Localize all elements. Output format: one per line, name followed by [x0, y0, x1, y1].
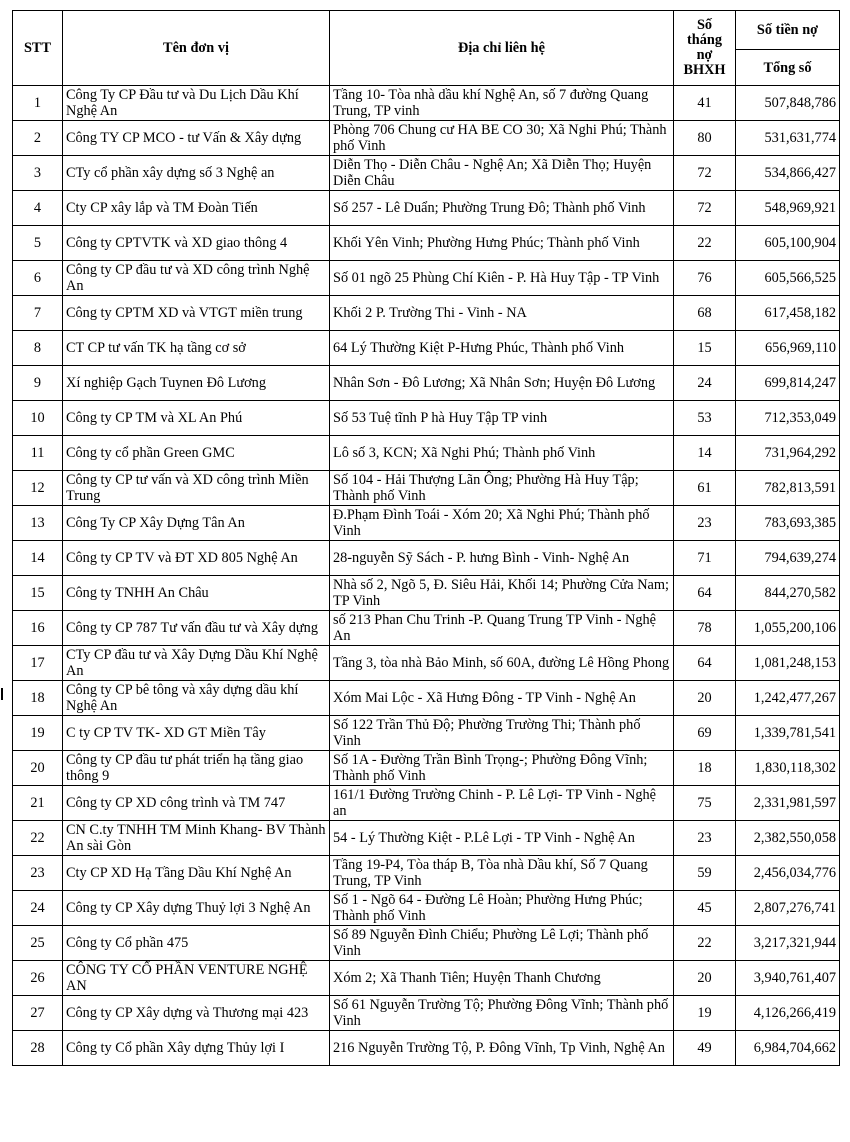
- cell-amount: 2,456,034,776: [736, 856, 840, 891]
- header-debt-total: Tổng số: [736, 50, 840, 86]
- cell-amount: 3,940,761,407: [736, 961, 840, 996]
- cell-name: Cty CP XD Hạ Tầng Dầu Khí Nghệ An: [63, 856, 330, 891]
- cell-name: Công ty CP XD công trình và TM 747: [63, 786, 330, 821]
- cell-name: CTy CP đầu tư và Xây Dựng Dầu Khí Nghệ An: [63, 646, 330, 681]
- cell-stt: 4: [13, 191, 63, 226]
- cell-months: 19: [674, 996, 736, 1031]
- cell-stt: 7: [13, 296, 63, 331]
- cell-months: 80: [674, 121, 736, 156]
- table-row: [13, 471, 840, 506]
- cell-address: Số 104 - Hải Thượng Lãn Ông; Phường Hà Huy Tập; Thành phố Vinh: [330, 471, 674, 506]
- cell-amount: 1,242,477,267: [736, 681, 840, 716]
- cell-name: Cty CP xây lắp và TM Đoàn Tiến: [63, 191, 330, 226]
- cell-months: 22: [674, 926, 736, 961]
- cell-stt: 13: [13, 506, 63, 541]
- table-row: [13, 261, 840, 296]
- cell-amount: 605,566,525: [736, 261, 840, 296]
- cell-address: Đ.Phạm Đình Toái - Xóm 20; Xã Nghi Phú; Thành phố Vinh: [330, 506, 674, 541]
- cell-address: Lô số 3, KCN; Xã Nghi Phú; Thành phố Vinh: [330, 436, 674, 471]
- cell-amount: 1,055,200,106: [736, 611, 840, 646]
- cell-stt: 1: [13, 86, 63, 121]
- cell-amount: 2,331,981,597: [736, 786, 840, 821]
- cell-name: CN C.ty TNHH TM Minh Khang- BV Thành An sài Gòn: [63, 821, 330, 856]
- cell-amount: 4,126,266,419: [736, 996, 840, 1031]
- cell-months: 49: [674, 1031, 736, 1066]
- cell-address: Diễn Thọ - Diễn Châu - Nghệ An; Xã Diễn Thọ; Huyện Diễn Châu: [330, 156, 674, 191]
- table-row: [13, 856, 840, 891]
- cell-name: Công ty CP Xây dựng Thuỷ lợi 3 Nghệ An: [63, 891, 330, 926]
- cell-stt: 20: [13, 751, 63, 786]
- cell-address: Xóm Mai Lộc - Xã Hưng Đông - TP Vinh - Nghệ An: [330, 681, 674, 716]
- table-row: [13, 541, 840, 576]
- cell-name: Công ty CP TM và XL An Phú: [63, 401, 330, 436]
- cell-address: số 213 Phan Chu Trinh -P. Quang Trung TP Vinh - Nghệ An: [330, 611, 674, 646]
- cell-name: Công ty CP Xây dựng và Thương mại 423: [63, 996, 330, 1031]
- table-row: [13, 331, 840, 366]
- cell-stt: 16: [13, 611, 63, 646]
- cell-amount: 656,969,110: [736, 331, 840, 366]
- cell-stt: 2: [13, 121, 63, 156]
- cell-address: 54 - Lý Thường Kiệt - P.Lê Lợi - TP Vinh - Nghệ An: [330, 821, 674, 856]
- cell-name: Công ty cổ phần Green GMC: [63, 436, 330, 471]
- table-row: [13, 436, 840, 471]
- cell-amount: 782,813,591: [736, 471, 840, 506]
- cell-stt: 15: [13, 576, 63, 611]
- table-body: [13, 86, 840, 1066]
- cell-address: Số 122 Trần Thủ Độ; Phường Trường Thi; Thành phố Vinh: [330, 716, 674, 751]
- cell-address: Số 1 - Ngõ 64 - Đường Lê Hoàn; Phường Hưng Phúc; Thành phố Vinh: [330, 891, 674, 926]
- cell-address: Tầng 19-P4, Tòa tháp B, Tòa nhà Dầu khí, Số 7 Quang Trung, TP Vinh: [330, 856, 674, 891]
- cell-amount: 3,217,321,944: [736, 926, 840, 961]
- cell-address: Xóm 2; Xã Thanh Tiên; Huyện Thanh Chương: [330, 961, 674, 996]
- cell-stt: 3: [13, 156, 63, 191]
- cell-months: 22: [674, 226, 736, 261]
- table-row: [13, 401, 840, 436]
- table-row: [13, 366, 840, 401]
- header-stt: STT: [13, 11, 63, 86]
- debt-table: [12, 10, 840, 1066]
- cell-name: Công ty CP tư vấn và XD công trình Miền Trung: [63, 471, 330, 506]
- table-row: [13, 996, 840, 1031]
- cell-amount: 531,631,774: [736, 121, 840, 156]
- cell-months: 41: [674, 86, 736, 121]
- cell-months: 64: [674, 576, 736, 611]
- cell-address: Số 01 ngõ 25 Phùng Chí Kiên - P. Hà Huy Tập - TP Vinh: [330, 261, 674, 296]
- cell-stt: 19: [13, 716, 63, 751]
- cell-amount: 6,984,704,662: [736, 1031, 840, 1066]
- header-address: Địa chỉ liên hệ: [330, 11, 674, 86]
- cell-amount: 699,814,247: [736, 366, 840, 401]
- cell-months: 72: [674, 191, 736, 226]
- cell-months: 76: [674, 261, 736, 296]
- cell-stt: 22: [13, 821, 63, 856]
- cell-name: Công ty CP đầu tư và XD công trình Nghệ An: [63, 261, 330, 296]
- cell-months: 15: [674, 331, 736, 366]
- cell-amount: 1,339,781,541: [736, 716, 840, 751]
- cell-amount: 844,270,582: [736, 576, 840, 611]
- cell-name: Công TY CP MCO - tư Vấn & Xây dựng: [63, 121, 330, 156]
- cell-stt: 14: [13, 541, 63, 576]
- cell-name: C ty CP TV TK- XD GT Miền Tây: [63, 716, 330, 751]
- cell-name: Công ty CP 787 Tư vấn đầu tư và Xây dựng: [63, 611, 330, 646]
- table-row: [13, 506, 840, 541]
- cell-months: 23: [674, 821, 736, 856]
- cell-months: 14: [674, 436, 736, 471]
- cell-address: 28-nguyễn Sỹ Sách - P. hưng Bình - Vinh- Nghệ An: [330, 541, 674, 576]
- cell-stt: 27: [13, 996, 63, 1031]
- cell-address: 216 Nguyễn Trường Tộ, P. Đông Vĩnh, Tp Vinh, Nghệ An: [330, 1031, 674, 1066]
- cell-months: 18: [674, 751, 736, 786]
- cell-name: CTy cổ phần xây dựng số 3 Nghệ an: [63, 156, 330, 191]
- cell-stt: 6: [13, 261, 63, 296]
- cell-stt: 23: [13, 856, 63, 891]
- cell-name: Xí nghiệp Gạch Tuynen Đô Lương: [63, 366, 330, 401]
- cell-name: CT CP tư vấn TK hạ tầng cơ sở: [63, 331, 330, 366]
- cell-months: 72: [674, 156, 736, 191]
- cell-amount: 731,964,292: [736, 436, 840, 471]
- cell-name: Công Ty CP Xây Dựng Tân An: [63, 506, 330, 541]
- cell-address: Số 89 Nguyễn Đình Chiểu; Phường Lê Lợi; Thành phố Vinh: [330, 926, 674, 961]
- cell-address: Nhà số 2, Ngõ 5, Đ. Siêu Hải, Khối 14; Phường Cửa Nam; TP Vinh: [330, 576, 674, 611]
- cell-amount: 2,807,276,741: [736, 891, 840, 926]
- cell-stt: 26: [13, 961, 63, 996]
- cell-name: Công ty TNHH An Châu: [63, 576, 330, 611]
- header-row-1: [13, 11, 840, 50]
- cell-name: Công ty CPTM XD và VTGT miền trung: [63, 296, 330, 331]
- cell-name: Công ty Cổ phần 475: [63, 926, 330, 961]
- cell-months: 71: [674, 541, 736, 576]
- cell-address: Số 1A - Đường Trần Bình Trọng-; Phường Đông Vĩnh; Thành phố Vinh: [330, 751, 674, 786]
- header-months-line: Số: [696, 17, 713, 33]
- cell-address: 161/1 Đường Trường Chinh - P. Lê Lợi- TP Vinh - Nghệ an: [330, 786, 674, 821]
- cell-stt: 28: [13, 1031, 63, 1066]
- header-months-line: nợ: [696, 47, 713, 63]
- cell-name: CÔNG TY CỔ PHẦN VENTURE NGHỆ AN: [63, 961, 330, 996]
- cell-name: Công ty CPTVTK và XD giao thông 4: [63, 226, 330, 261]
- cell-amount: 534,866,427: [736, 156, 840, 191]
- header-months: [674, 11, 736, 86]
- table-row: [13, 611, 840, 646]
- cell-months: 59: [674, 856, 736, 891]
- cell-months: 61: [674, 471, 736, 506]
- cell-amount: 605,100,904: [736, 226, 840, 261]
- cell-months: 64: [674, 646, 736, 681]
- table-row: [13, 156, 840, 191]
- cell-name: Công ty Cổ phần Xây dựng Thủy lợi I: [63, 1031, 330, 1066]
- cell-address: Tầng 3, tòa nhà Bảo Minh, số 60A, đường Lê Hồng Phong: [330, 646, 674, 681]
- cell-amount: 712,353,049: [736, 401, 840, 436]
- cell-amount: 548,969,921: [736, 191, 840, 226]
- cell-months: 53: [674, 401, 736, 436]
- cell-address: Số 61 Nguyễn Trường Tộ; Phường Đông Vĩnh; Thành phố Vinh: [330, 996, 674, 1031]
- cell-months: 68: [674, 296, 736, 331]
- cell-name: Công Ty CP Đầu tư và Du Lịch Dầu Khí Nghệ An: [63, 86, 330, 121]
- table-row: [13, 226, 840, 261]
- cell-name: Công ty CP đầu tư phát triển hạ tầng giao thông 9: [63, 751, 330, 786]
- table-row: [13, 681, 840, 716]
- cell-months: 45: [674, 891, 736, 926]
- table-row: [13, 1031, 840, 1066]
- cell-months: 69: [674, 716, 736, 751]
- cell-stt: 12: [13, 471, 63, 506]
- table-row: [13, 86, 840, 121]
- cell-months: 75: [674, 786, 736, 821]
- cell-stt: 11: [13, 436, 63, 471]
- cell-stt: 10: [13, 401, 63, 436]
- header-debt-group: Số tiền nợ: [736, 11, 840, 50]
- table-row: [13, 961, 840, 996]
- table-row: [13, 121, 840, 156]
- table-row: [13, 191, 840, 226]
- cell-address: Số 257 - Lê Duẩn; Phường Trung Đô; Thành phố Vinh: [330, 191, 674, 226]
- cell-stt: 18: [13, 681, 63, 716]
- table-row: [13, 296, 840, 331]
- cell-address: Số 53 Tuệ tĩnh P hà Huy Tập TP vinh: [330, 401, 674, 436]
- cell-amount: 783,693,385: [736, 506, 840, 541]
- cell-amount: 2,382,550,058: [736, 821, 840, 856]
- table-row: [13, 891, 840, 926]
- cell-amount: 507,848,786: [736, 86, 840, 121]
- cell-address: Phòng 706 Chung cư HA BE CO 30; Xã Nghi Phú; Thành phố Vinh: [330, 121, 674, 156]
- cell-name: Công ty CP TV và ĐT XD 805 Nghệ An: [63, 541, 330, 576]
- cell-months: 78: [674, 611, 736, 646]
- cell-amount: 617,458,182: [736, 296, 840, 331]
- cell-months: 20: [674, 681, 736, 716]
- cell-address: 64 Lý Thường Kiệt P-Hưng Phúc, Thành phố Vinh: [330, 331, 674, 366]
- cell-address: Khối Yên Vinh; Phường Hưng Phúc; Thành phố Vinh: [330, 226, 674, 261]
- cell-amount: 1,830,118,302: [736, 751, 840, 786]
- cell-stt: 5: [13, 226, 63, 261]
- cell-address: Tầng 10- Tòa nhà dầu khí Nghệ An, số 7 đường Quang Trung, TP vinh: [330, 86, 674, 121]
- cell-months: 23: [674, 506, 736, 541]
- table-row: [13, 646, 840, 681]
- table-row: [13, 821, 840, 856]
- cell-stt: 21: [13, 786, 63, 821]
- cell-amount: 1,081,248,153: [736, 646, 840, 681]
- header-name: Tên đơn vị: [63, 11, 330, 86]
- cell-stt: 17: [13, 646, 63, 681]
- cell-months: 20: [674, 961, 736, 996]
- cell-name: Công ty CP bê tông và xây dựng dầu khí Nghệ An: [63, 681, 330, 716]
- cell-address: Khối 2 P. Trường Thi - Vinh - NA: [330, 296, 674, 331]
- margin-mark: [1, 688, 3, 700]
- header-months-line: tháng: [687, 32, 722, 48]
- cell-months: 24: [674, 366, 736, 401]
- cell-stt: 8: [13, 331, 63, 366]
- table-row: [13, 576, 840, 611]
- cell-stt: 9: [13, 366, 63, 401]
- cell-stt: 24: [13, 891, 63, 926]
- cell-address: Nhân Sơn - Đô Lương; Xã Nhân Sơn; Huyện Đô Lương: [330, 366, 674, 401]
- header-months-line: BHXH: [683, 62, 726, 78]
- table-row: [13, 786, 840, 821]
- cell-stt: 25: [13, 926, 63, 961]
- table-row: [13, 716, 840, 751]
- cell-amount: 794,639,274: [736, 541, 840, 576]
- table-row: [13, 926, 840, 961]
- table-header: [13, 11, 840, 86]
- table-row: [13, 751, 840, 786]
